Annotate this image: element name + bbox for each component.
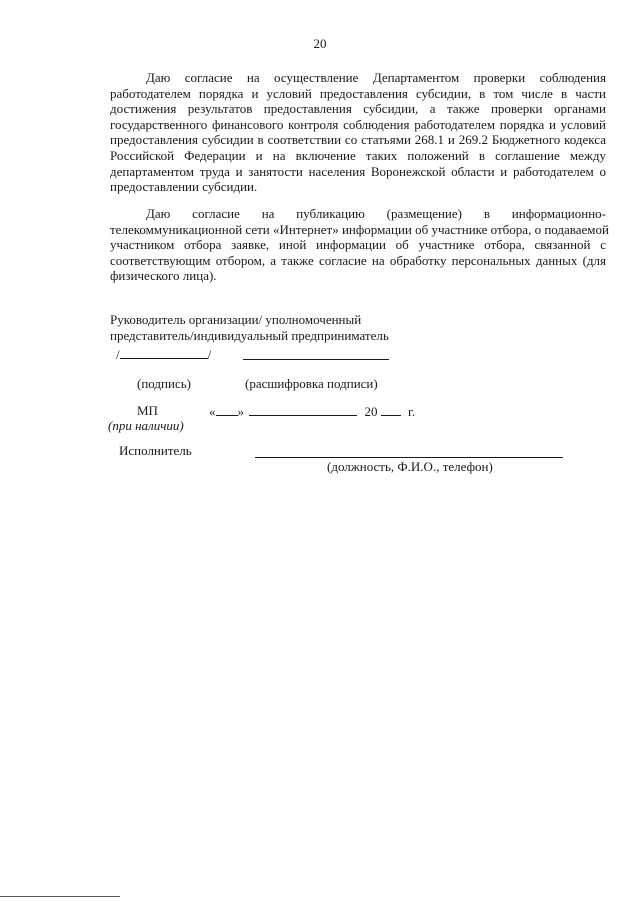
paragraph-line: участником отбора заявке, иной информации об участнике отбора, связанной с: [110, 237, 606, 253]
paragraph-line: Российской Федерации и на включение таких положений в соглашение между: [110, 147, 606, 163]
date-year-blank: [381, 403, 401, 416]
signatory-title-line2: представитель/индивидуальный предприниматель: [110, 328, 389, 343]
date-field: [209, 403, 415, 420]
paragraph-line: государственного финансового контроля соблюдения работодателем порядка и условий: [110, 116, 606, 132]
page-number: 20: [313, 36, 327, 51]
date-year-suffix: г.: [408, 404, 416, 419]
stamp-label: МП: [137, 403, 158, 418]
paragraph-line: департаментом труда и занятости населения Воронежской области и работодателем о: [110, 163, 606, 179]
paragraph-line: телекоммуникационной сети «Интернет» информации об участнике отбора, о подаваемой: [110, 221, 609, 237]
date-month-blank: [249, 403, 357, 416]
signature-caption: (подпись): [137, 376, 191, 391]
paragraph-line: Даю согласие на осуществление Департаментом проверки соблюдения: [146, 70, 606, 85]
signature-field: [116, 346, 211, 363]
executor-label: Исполнитель: [119, 443, 192, 458]
executor-caption: (должность, Ф.И.О., телефон): [327, 459, 493, 474]
date-open-quote: «: [209, 404, 216, 419]
signature-decoding-caption: (расшифровка подписи): [245, 376, 378, 391]
paragraph-line: предоставлении субсидии.: [110, 179, 258, 195]
signature-decoding-blank: [243, 359, 389, 360]
paragraph-line: работодателем порядка и условий предоставления субсидии, в том числе в части: [110, 85, 606, 101]
signature-slash-right: /: [207, 347, 212, 362]
scan-edge-line: [0, 896, 120, 897]
executor-blank: [255, 457, 563, 458]
date-close-quote: »: [237, 404, 244, 419]
paragraph-line: достижения результатов предоставления субсидии, а также проверки органами: [110, 101, 606, 117]
paragraph-line: физического лица).: [110, 268, 217, 284]
paragraph-line: соответствующим отбором, а также согласие на обработку персональных данных (для: [110, 252, 606, 268]
consent-paragraph-verification: [110, 70, 606, 195]
paragraph-line: Даю согласие на публикацию (размещение) в информационно-: [146, 206, 606, 221]
date-year-prefix: 20: [364, 404, 378, 419]
stamp-note: (при наличии): [108, 418, 184, 433]
paragraph-line: предоставления субсидии в соответствии со статьями 268.1 и 269.2 Бюджетного кодекса: [110, 132, 606, 148]
signature-slash-left: /: [116, 347, 120, 362]
date-day-blank: [216, 403, 238, 416]
signatory-title-line1: Руководитель организации/ уполномоченный: [110, 312, 362, 327]
signature-blank: [120, 346, 208, 359]
consent-paragraph-publication: [110, 206, 609, 284]
